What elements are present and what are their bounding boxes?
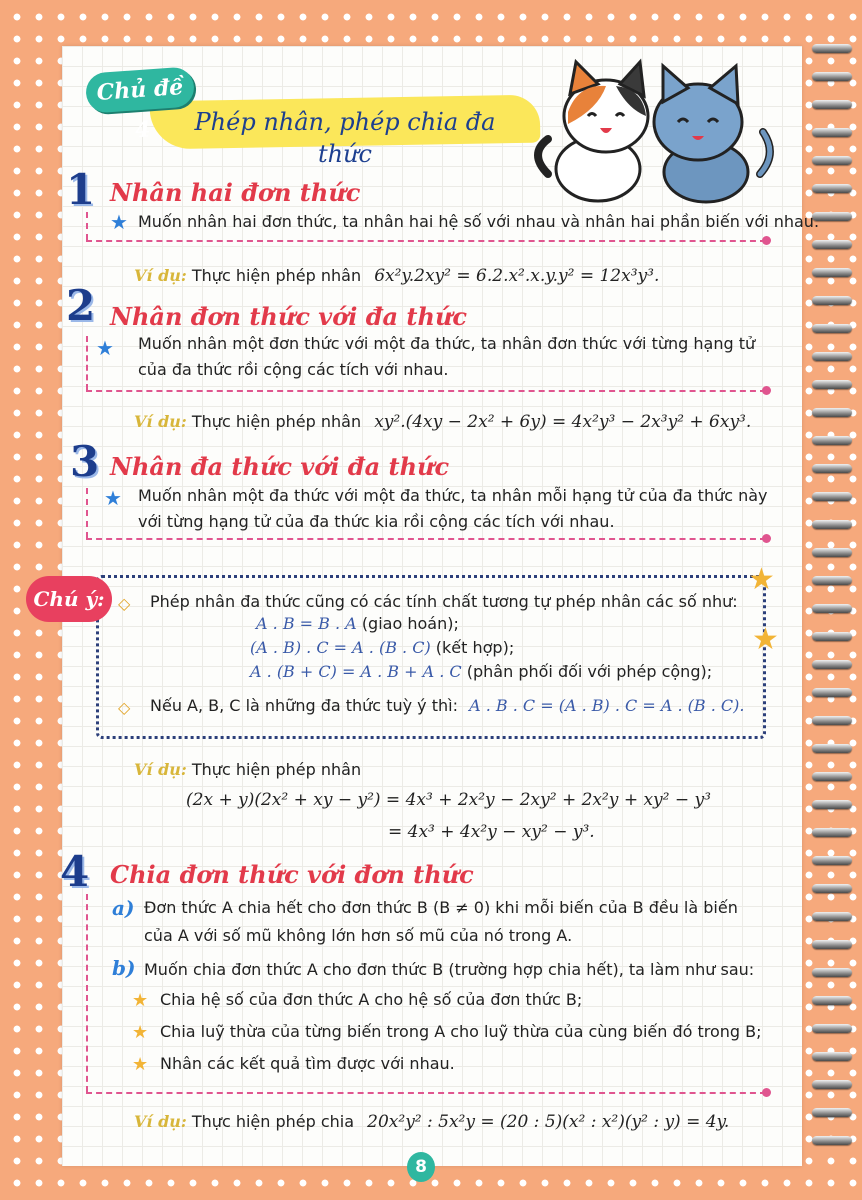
binding-ring: [812, 240, 852, 249]
binding-ring: [812, 492, 852, 501]
binding-ring: [812, 268, 852, 277]
binding-ring: [812, 1052, 852, 1061]
binding-ring: [812, 996, 852, 1005]
binding-ring: [812, 884, 852, 893]
blue-star-icon: ★: [104, 486, 122, 510]
binding-ring: [812, 184, 852, 193]
binding-ring: [812, 72, 852, 81]
example-label: Ví dụ:: [134, 760, 187, 779]
binding-ring: [812, 912, 852, 921]
note-item-1: Phép nhân đa thức cũng có các tính chất tương tự phép nhân các số như:: [150, 592, 738, 611]
example-text: Thực hiện phép nhân: [191, 760, 362, 779]
note-item-2-math: A . B . C = (A . B) . C = A . (B . C).: [469, 696, 745, 715]
example-text: Thực hiện phép nhân: [191, 266, 362, 285]
binding-ring: [812, 1080, 852, 1089]
section-title-2: Nhân đơn thức với đa thức: [110, 302, 467, 331]
star-bullet-icon: ★: [132, 990, 149, 1011]
property-math: (A . B) . C = A . (B . C): [250, 638, 431, 657]
binding-ring: [812, 156, 852, 165]
page-number: 8: [407, 1152, 435, 1182]
binding-ring: [812, 548, 852, 557]
binding-ring: [812, 772, 852, 781]
sub-label-a: a): [112, 896, 135, 920]
binding-ring: [812, 828, 852, 837]
section-text: Muốn nhân hai đơn thức, ta nhân hai hệ số với nhau và nhân hai phần biến với nhau.: [138, 212, 820, 231]
section-text: Muốn nhân một đơn thức với một đa thức, ta nhân đơn thức với từng hạng tử: [138, 334, 756, 353]
example-math-line1: (2x + y)(2x² + xy − y²) = 4x³ + 2x²y − 2xy² + 2x²y + xy² − y³: [186, 790, 711, 810]
binding-ring: [812, 436, 852, 445]
step-item: Chia luỹ thừa của từng biến trong A cho luỹ thừa của cùng biến đó trong B;: [160, 1022, 762, 1041]
binding-ring: [812, 744, 852, 753]
binding-ring: [812, 968, 852, 977]
section-title-1: Nhân hai đơn thức: [110, 178, 361, 207]
step-item: Chia hệ số của đơn thức A cho hệ số của đơn thức B;: [160, 990, 583, 1009]
section4-a-line1: Đơn thức A chia hết cho đơn thức B (B ≠ 0) khi mỗi biến của B đều là biến: [144, 898, 738, 917]
example-math-line2: = 4x³ + 4x²y − xy² − y³.: [388, 822, 595, 842]
blue-cat-icon: [654, 66, 770, 202]
calico-cat-icon: [538, 62, 648, 201]
diamond-icon: ◇: [118, 698, 131, 717]
binding-ring: [812, 576, 852, 585]
section-title-4: Chia đơn thức với đơn thức: [110, 860, 474, 889]
binding-ring: [812, 856, 852, 865]
example-text: Thực hiện phép nhân: [191, 412, 362, 431]
example-label: Ví dụ:: [134, 266, 187, 285]
section-text: của đa thức rồi cộng các tích với nhau.: [138, 360, 449, 379]
binding-ring: [812, 1136, 852, 1145]
diamond-icon: ◇: [118, 594, 131, 613]
spiral-binding: [812, 44, 862, 1174]
binding-ring: [812, 716, 852, 725]
property-text: (giao hoán);: [361, 614, 459, 633]
example-label: Ví dụ:: [134, 412, 187, 431]
binding-ring: [812, 1108, 852, 1117]
section-title-3: Nhân đa thức với đa thức: [110, 452, 450, 481]
binding-ring: [812, 660, 852, 669]
binding-ring: [812, 464, 852, 473]
blue-star-icon: ★: [110, 210, 128, 234]
section-number-2: 2: [66, 281, 96, 330]
star-bullet-icon: ★: [132, 1054, 149, 1075]
step-item: Nhân các kết quả tìm được với nhau.: [160, 1054, 455, 1073]
property-text: (kết hợp);: [435, 638, 515, 657]
section-number-3: 3: [70, 437, 100, 486]
example-math: xy².(4xy − 2x² + 6y) = 4x²y³ − 2x³y² + 6xy³.: [374, 412, 752, 432]
binding-ring: [812, 352, 852, 361]
property-text: (phân phối đối với phép cộng);: [466, 662, 713, 681]
binding-ring: [812, 44, 852, 53]
binding-ring: [812, 940, 852, 949]
star-icon: ★: [748, 562, 775, 597]
binding-ring: [812, 688, 852, 697]
binding-ring: [812, 128, 852, 137]
binding-ring: [812, 520, 852, 529]
binding-ring: [812, 324, 852, 333]
topic-badge: Chủ đề 4: [85, 66, 196, 113]
binding-ring: [812, 408, 852, 417]
topic-title: Phép nhân, phép chia đa thức: [194, 108, 496, 168]
property-math: A . (B + C) = A . B + A . C: [250, 662, 462, 681]
cats-illustration: [528, 54, 778, 204]
binding-ring: [812, 632, 852, 641]
example-text: Thực hiện phép chia: [191, 1112, 355, 1131]
section-number-1: 1: [66, 165, 96, 214]
section-text: Muốn nhân một đa thức với một đa thức, ta nhân mỗi hạng tử của đa thức này: [138, 486, 768, 505]
binding-ring: [812, 604, 852, 613]
note-label: Chú ý:: [26, 576, 112, 622]
blue-star-icon: ★: [96, 336, 114, 360]
binding-ring: [812, 296, 852, 305]
section-number-4: 4: [60, 847, 90, 896]
property-math: A . B = B . A: [256, 614, 357, 633]
example-label: Ví dụ:: [134, 1112, 187, 1131]
binding-ring: [812, 1024, 852, 1033]
example-math: 20x²y² : 5x²y = (20 : 5)(x² : x²)(y² : y) = 4y.: [367, 1112, 730, 1132]
binding-ring: [812, 100, 852, 109]
section4-b-line: Muốn chia đơn thức A cho đơn thức B (trường hợp chia hết), ta làm như sau:: [144, 960, 755, 979]
star-icon: ★: [752, 622, 779, 657]
section-text: với từng hạng tử của đa thức kia rồi cộng các tích với nhau.: [138, 512, 615, 531]
sub-label-b: b): [112, 956, 136, 980]
binding-ring: [812, 800, 852, 809]
note-item-2: Nếu A, B, C là những đa thức tuỳ ý thì:: [150, 696, 458, 715]
star-bullet-icon: ★: [132, 1022, 149, 1043]
section4-a-line2: của A với số mũ không lớn hơn số mũ của nó trong A.: [144, 926, 573, 945]
binding-ring: [812, 380, 852, 389]
example-math: 6x²y.2xy² = 6.2.x².x.y.y² = 12x³y³.: [374, 266, 660, 286]
